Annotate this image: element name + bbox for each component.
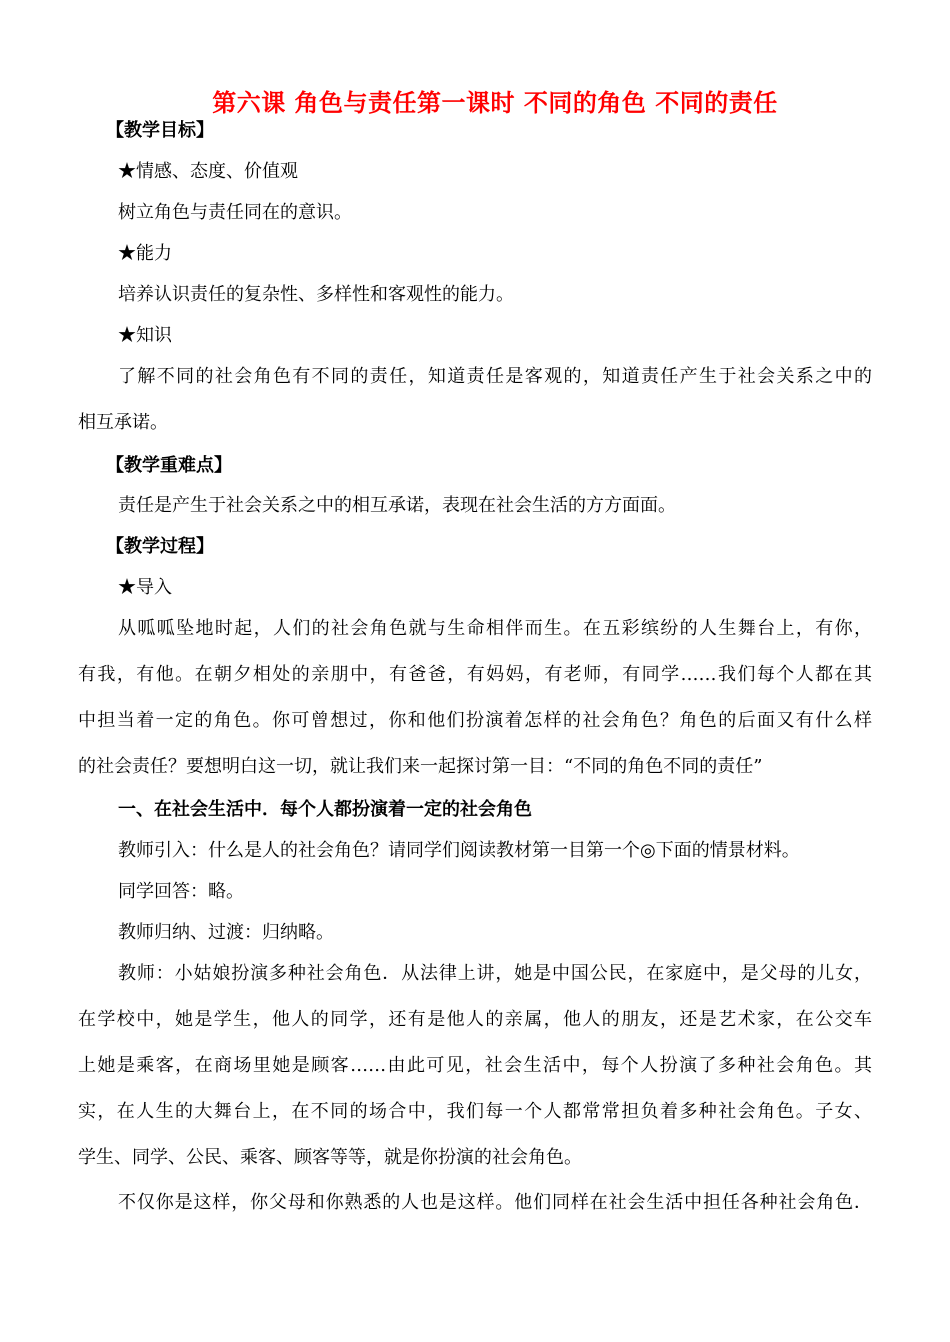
teacher-line-4: 实，在人生的大舞台上，在不同的场合中，我们每一个人都常常担负着多种社会角色。子女、 xyxy=(78,1101,872,1122)
document-title: 第六课 角色与责任第一课时 不同的角色 不同的责任 xyxy=(212,88,778,117)
heading-process: 【教学过程】 xyxy=(106,536,214,557)
intro-line-1: 从呱呱坠地时起，人们的社会角色就与生命相伴而生。在五彩缤纷的人生舞台上，有你， xyxy=(118,618,872,639)
key-points-text: 责任是产生于社会关系之中的相互承诺，表现在社会生活的方方面面。 xyxy=(118,495,676,516)
emotion-label: ★情感、态度、价值观 xyxy=(118,161,298,182)
heading-section-1: 一、在社会生活中．每个人都扮演着一定的社会角色 xyxy=(118,799,532,820)
teacher-summary: 教师归纳、过渡：归纳略。 xyxy=(118,922,334,943)
intro-label: ★导入 xyxy=(118,577,172,598)
knowledge-text-line-2: 相互承诺。 xyxy=(78,412,168,433)
teacher-line-2: 在学校中，她是学生，他人的同学，还有是他人的亲属，他人的朋友，还是艺术家，在公交车 xyxy=(78,1009,872,1030)
knowledge-label: ★知识 xyxy=(118,325,172,346)
ability-label: ★能力 xyxy=(118,243,172,264)
teacher-line-1: 教师：小姑娘扮演多种社会角色．从法律上讲，她是中国公民，在家庭中，是父母的儿女， xyxy=(118,963,872,984)
knowledge-text-line-1: 了解不同的社会角色有不同的责任，知道责任是客观的，知道责任产生于社会关系之中的 xyxy=(118,366,872,387)
heading-key-points: 【教学重难点】 xyxy=(106,455,232,476)
teacher-intro: 教师引入：什么是人的社会角色？请同学们阅读教材第一目第一个◎下面的情景材料。 xyxy=(118,840,800,861)
emotion-text: 树立角色与责任同在的意识。 xyxy=(118,202,352,223)
teacher-line-5: 学生、同学、公民、乘客、顾客等等，就是你扮演的社会角色。 xyxy=(78,1147,582,1168)
intro-line-2: 有我，有他。在朝夕相处的亲朋中，有爸爸，有妈妈，有老师，有同学……我们每个人都在其 xyxy=(78,664,872,685)
last-line: 不仅你是这样，你父母和你熟悉的人也是这样。他们同样在社会生活中担任各种社会角色． xyxy=(118,1192,872,1213)
student-answer: 同学回答：略。 xyxy=(118,881,244,902)
heading-objectives: 【教学目标】 xyxy=(106,120,214,141)
ability-text: 培养认识责任的复杂性、多样性和客观性的能力。 xyxy=(118,284,514,305)
intro-line-3: 中担当着一定的角色。你可曾想过，你和他们扮演着怎样的社会角色？角色的后面又有什么样 xyxy=(78,710,872,731)
teacher-line-3: 上她是乘客，在商场里她是顾客……由此可见，社会生活中，每个人扮演了多种社会角色。其 xyxy=(78,1055,872,1076)
intro-line-4: 的社会责任？要想明白这一切，就让我们来一起探讨第一目：“不同的角色不同的责任” xyxy=(78,756,763,777)
